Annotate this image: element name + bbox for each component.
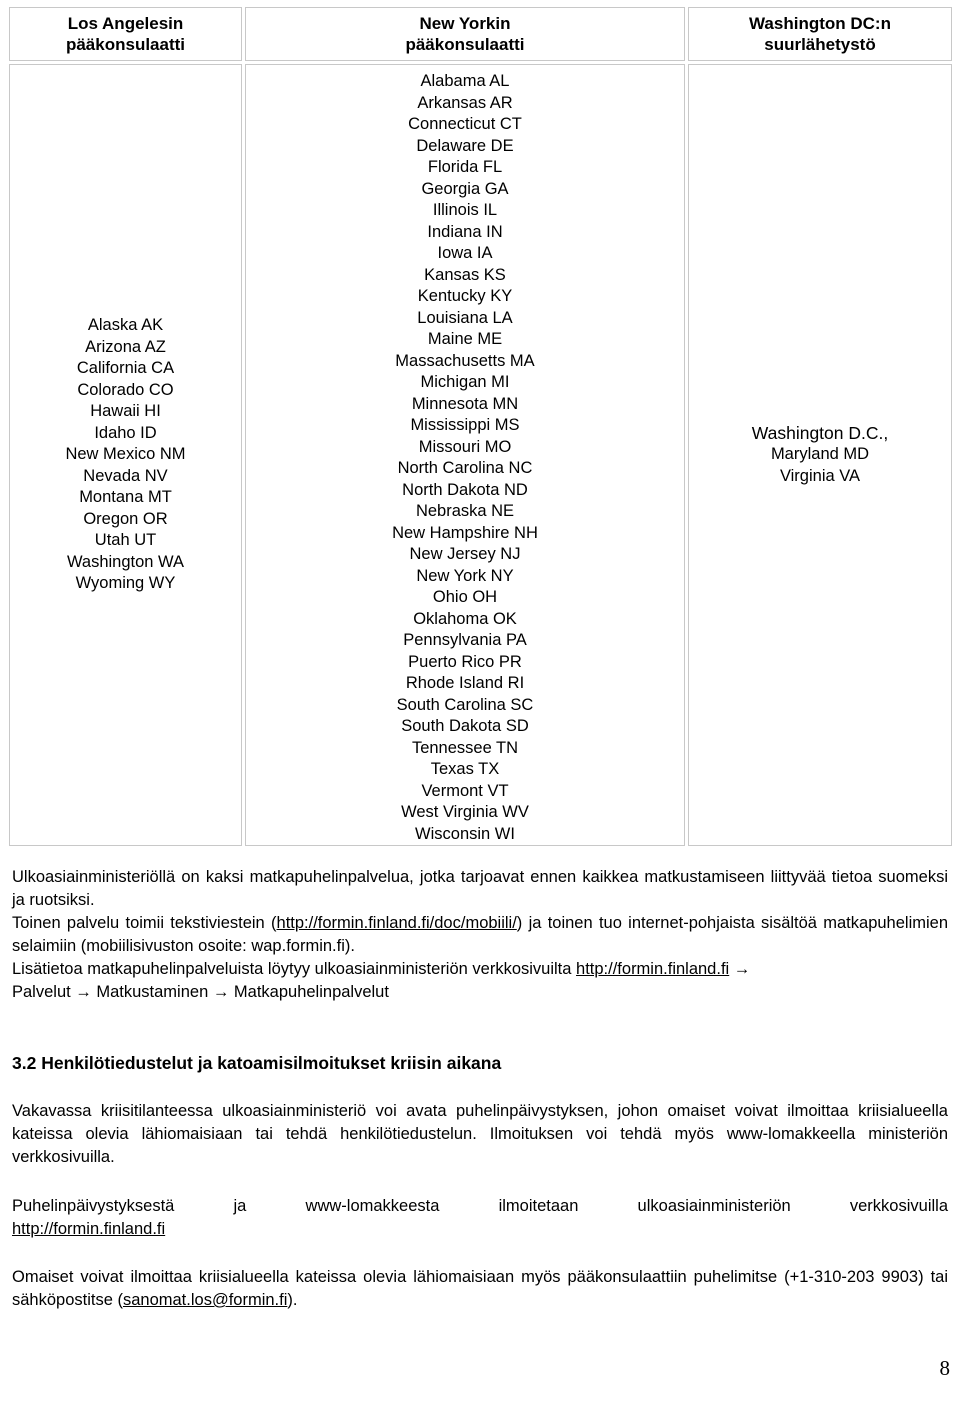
state-item: New Hampshire NH xyxy=(392,523,538,542)
paragraph-line: Ulkoasiainministeriöllä on kaksi matkapuhelinpalvelua, jotka tarjoavat ennen kaikkea matkustamiseen liittyvää tietoa suomeksi ja ruotsiksi. xyxy=(12,868,948,909)
state-item: Washington WA xyxy=(66,552,185,571)
state-item: New York NY xyxy=(416,566,514,585)
mobile-service-link[interactable]: http://formin.finland.fi/doc/mobiili/ xyxy=(276,914,517,932)
state-item: New Mexico NM xyxy=(65,445,186,464)
state-item: Kansas KS xyxy=(424,265,506,284)
new-york-states-cell xyxy=(245,64,685,846)
header-line: New Yorkin xyxy=(419,14,511,33)
state-item: Wisconsin WI xyxy=(415,824,515,843)
state-item: Washington D.C., xyxy=(751,422,889,443)
text-span: Omaiset voivat ilmoittaa kriisialueella kateissa olevia lähiomaisiaan myös pääkonsulaattiin puhelimitse (+1-310-203 9903) tai sähköpostitse ( xyxy=(12,1268,948,1309)
state-item: Rhode Island RI xyxy=(405,674,525,692)
los-angeles-states-cell xyxy=(9,64,242,846)
consulate-districts-table xyxy=(6,4,955,849)
arrow-text: → xyxy=(729,960,751,978)
state-item: Maryland MD xyxy=(770,445,870,464)
state-item: Alabama AL xyxy=(420,72,510,90)
text-span: ) ja toinen tuo internet-pohjaista sisältöä matkapuhelimien selaimiin (mobiilisivuston osoite: wap.formin.fi). xyxy=(12,914,948,955)
state-item: Virginia VA xyxy=(779,466,861,485)
state-item: Utah UT xyxy=(94,531,157,550)
section-heading xyxy=(12,1052,948,1075)
washington-dc-states-cell xyxy=(688,64,952,846)
state-item: Maine ME xyxy=(427,330,503,348)
paragraph-line xyxy=(12,912,948,958)
state-item: Massachusetts MA xyxy=(395,351,535,370)
state-item: Michigan MI xyxy=(420,373,510,391)
state-item: Oklahoma OK xyxy=(413,609,517,628)
text-span: Toinen palvelu toimii tekstiviestein ( xyxy=(12,914,277,932)
state-item: Louisiana LA xyxy=(417,308,513,327)
state-item: South Dakota SD xyxy=(401,717,529,735)
page-number: 8 xyxy=(939,1356,950,1380)
state-item: California CA xyxy=(76,359,175,378)
paragraph-line xyxy=(12,1218,948,1241)
header-line: Washington DC:n xyxy=(749,14,891,33)
paragraph-line: Palvelut → Matkustaminen → Matkapuhelinpalvelut xyxy=(12,983,389,1001)
state-item: Oregon OR xyxy=(83,509,168,528)
state-item: Wyoming WY xyxy=(75,574,176,593)
paragraph-line xyxy=(12,958,948,981)
section-number: 3.2 xyxy=(12,1053,37,1073)
state-item: South Carolina SC xyxy=(396,695,534,714)
text-span: ). xyxy=(287,1291,298,1309)
state-item: Texas TX xyxy=(430,760,500,778)
header-line: pääkonsulaatti xyxy=(405,35,525,54)
state-item: Idaho ID xyxy=(94,423,157,442)
state-item: Montana MT xyxy=(79,488,172,507)
state-item: Ohio OH xyxy=(432,588,498,606)
formin-link[interactable]: http://formin.finland.fi xyxy=(576,960,730,978)
text-span: Lisätietoa matkapuhelinpalveluista löytyy ulkoasiainministeriön verkkosivuilta xyxy=(12,960,577,978)
state-item: Illinois IL xyxy=(432,201,498,219)
section-title: Henkilötiedustelut ja katoamisilmoitukset kriisin aikana xyxy=(41,1053,502,1073)
crisis-paragraph: Vakavassa kriisitilanteessa ulkoasiainministeriö voi avata puhelinpäivystyksen, johon omaiset voivat ilmoittaa kriisialueella kateissa olevia lähiomaisiaan tai tehdä henkilötiedustelun. Ilmoituksen voi tehdä myös www-lomakkeella ministeriön verkkosivuilla. xyxy=(12,1102,948,1166)
state-item: Mississippi MS xyxy=(410,416,520,434)
state-item: Puerto Rico PR xyxy=(408,652,522,671)
state-item: Nevada NV xyxy=(83,466,168,485)
state-item: New Jersey NJ xyxy=(409,545,521,563)
header-line: Los Angelesin xyxy=(67,14,184,33)
hotline-paragraph xyxy=(12,1195,948,1241)
state-item: Delaware DE xyxy=(416,136,514,155)
state-item: Georgia GA xyxy=(421,179,509,198)
state-item: Alaska AK xyxy=(87,316,164,335)
header-new-york xyxy=(245,7,685,61)
state-item: North Carolina NC xyxy=(397,459,533,477)
state-item: Florida FL xyxy=(427,158,503,176)
state-item: West Virginia WV xyxy=(401,803,529,821)
state-item: Minnesota MN xyxy=(411,394,519,413)
header-line: pääkonsulaatti xyxy=(65,35,186,54)
state-item: Colorado CO xyxy=(77,380,174,399)
state-item: Vermont VT xyxy=(421,781,509,800)
state-item: Missouri MO xyxy=(418,437,512,456)
state-item: Connecticut CT xyxy=(408,115,522,133)
state-item: Iowa IA xyxy=(437,244,493,262)
state-item: Arkansas AR xyxy=(417,93,513,112)
state-item: Arizona AZ xyxy=(85,337,166,356)
relatives-paragraph xyxy=(12,1266,948,1312)
mobile-services-paragraph xyxy=(12,866,948,1004)
state-item: Indiana IN xyxy=(427,222,503,241)
state-item: Kentucky KY xyxy=(417,287,513,305)
paragraph-line: Puhelinpäivystyksestä ja www-lomakkeesta ilmoitetaan ulkoasiainministeriön verkkosivuilla xyxy=(12,1197,948,1215)
email-link[interactable]: sanomat.los@formin.fi xyxy=(122,1291,288,1309)
state-item: Nebraska NE xyxy=(415,502,515,520)
formin-link[interactable]: http://formin.finland.fi xyxy=(12,1220,166,1238)
header-washington-dc xyxy=(688,7,952,61)
state-item: Hawaii HI xyxy=(90,402,161,421)
state-item: Tennessee TN xyxy=(411,738,519,757)
header-los-angeles xyxy=(9,7,242,61)
header-line: suurlähetystö xyxy=(764,35,876,54)
state-item: North Dakota ND xyxy=(402,480,528,499)
state-item: Pennsylvania PA xyxy=(403,631,527,649)
